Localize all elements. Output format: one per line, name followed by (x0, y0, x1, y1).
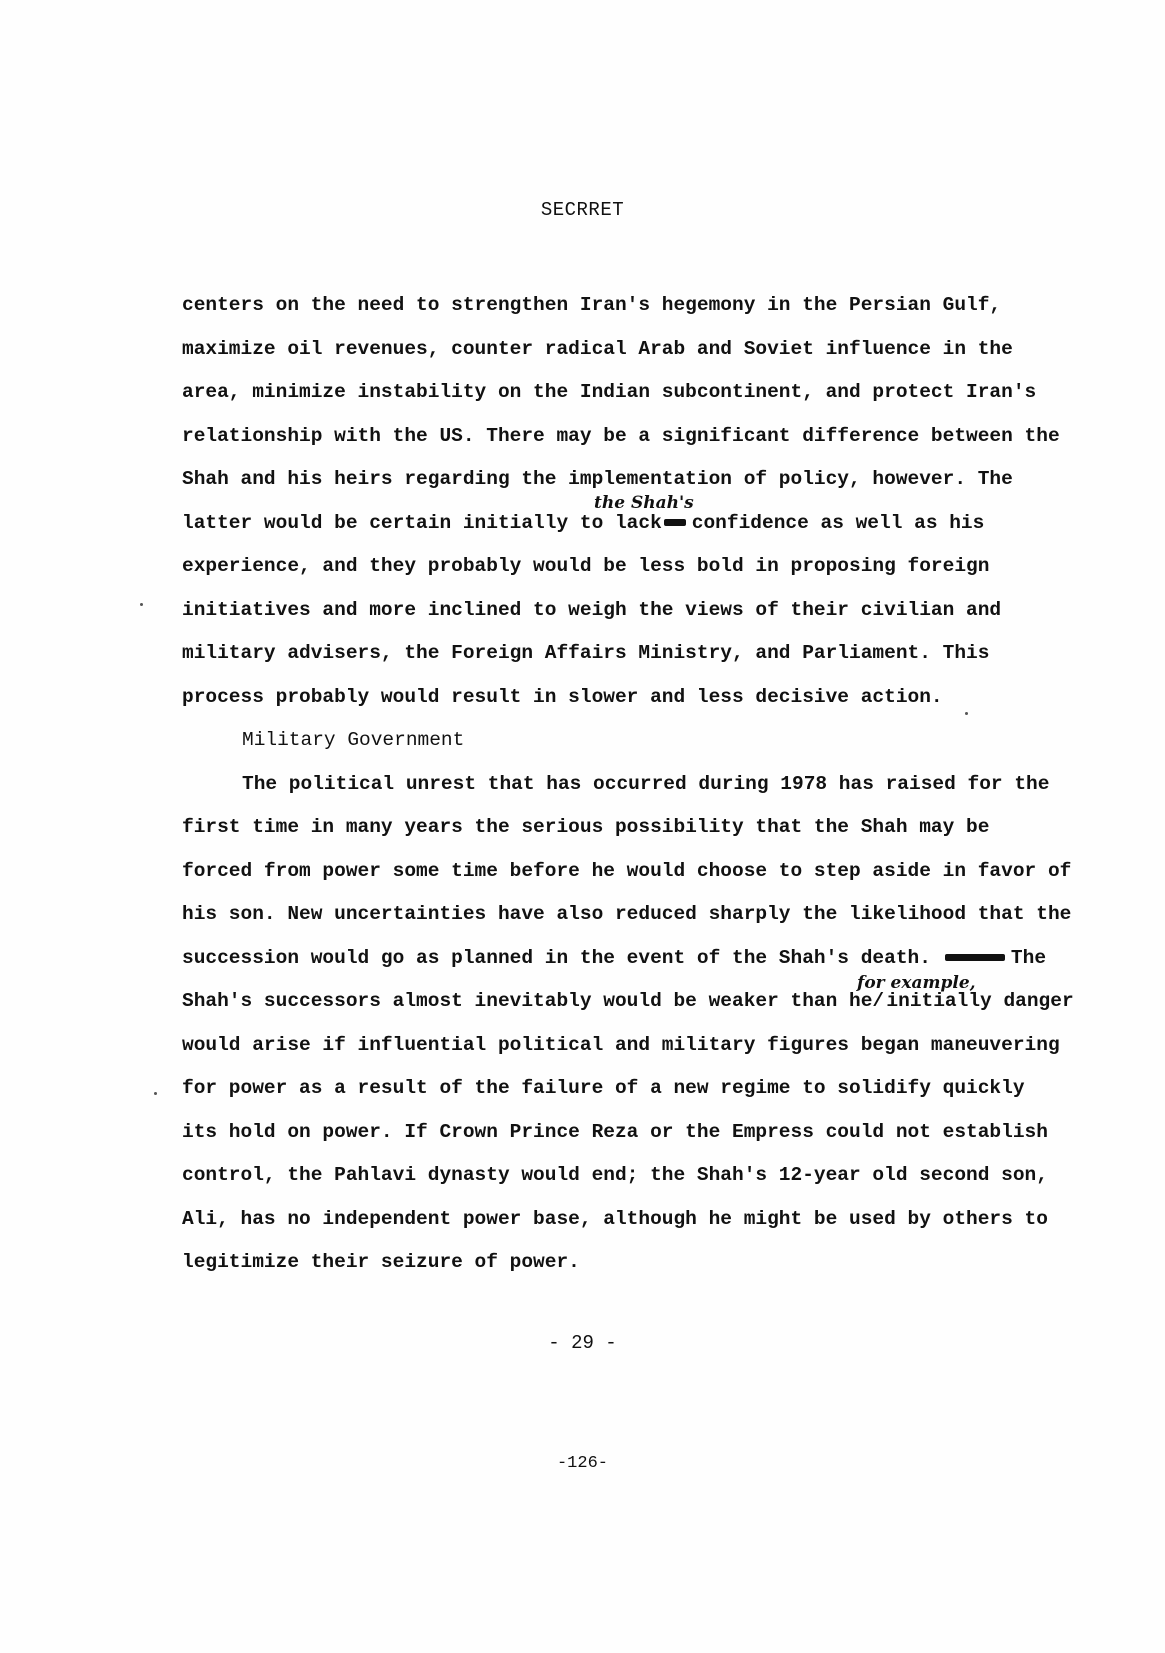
text-line: legitimize their seizure of power. (182, 1251, 580, 1273)
text-segment: succession would go as planned in the event of the Shah's death. (182, 946, 931, 969)
text-line: initiatives and more inclined to weigh the views of their civilian and (182, 598, 1002, 621)
archive-page-number: -126- (556, 1454, 608, 1473)
classification-header: SECRRET (540, 199, 625, 221)
text-segment: latter would be certain initially to lack (182, 511, 662, 534)
section-heading: Military Government (242, 729, 465, 751)
strikeout-mark (945, 954, 1005, 961)
scan-speck (965, 712, 968, 715)
text-line: relationship with the US. There may be a significant difference between the (182, 424, 1060, 447)
scan-speck (140, 603, 143, 606)
text-line: Shah and his heirs regarding the implementation of policy, however. The (182, 468, 1013, 490)
text-line: Ali, has no independent power base, although he might be used by others to (182, 1207, 1048, 1230)
text-line: maximize oil revenues, counter radical Arab and Soviet influence in the (182, 337, 1013, 360)
text-line-with-annotation (182, 973, 1074, 1024)
text-line: for power as a result of the failure of a new regime to solidify quickly (182, 1077, 1025, 1099)
text-line: his son. New uncertainties have also reduced sharply the likelihood that the (182, 903, 1072, 925)
text-line: area, minimize instability on the Indian subcontinent, and protect Iran's (182, 381, 1037, 403)
text-line: process probably would result in slower and less decisive action. (182, 685, 943, 708)
text-line: would arise if influential political and military figures began maneuvering (182, 1033, 1060, 1056)
handwritten-insert-annotation: the Shah's (594, 492, 694, 513)
text-line: its hold on power. If Crown Prince Reza or the Empress could not establish (182, 1120, 1048, 1143)
text-line: forced from power some time before he would choose to step aside in favor of (182, 859, 1072, 882)
text-segment: Shah's successors almost inevitably would be weaker than he (182, 990, 873, 1012)
text-line: first time in many years the serious possibility that the Shah may be (182, 816, 990, 838)
page-number: - 29 - (548, 1332, 617, 1354)
insert-caret-icon: / (872, 990, 885, 1012)
text-segment: confidence as well as his (691, 511, 985, 534)
handwritten-insert-annotation: for example, (857, 973, 976, 993)
text-segment: initially danger (886, 990, 1074, 1012)
text-line: control, the Pahlavi dynasty would end; the Shah's 12-year old second son, (182, 1164, 1048, 1186)
text-line: centers on the need to strengthen Iran's hegemony in the Persian Gulf, (182, 294, 1002, 316)
scan-speck (154, 1092, 157, 1095)
text-segment: The (1010, 946, 1047, 969)
document-body (182, 284, 1074, 1285)
text-line: The political unrest that has occurred during 1978 has raised for the (242, 772, 1050, 795)
text-line-with-annotation (182, 492, 1022, 546)
text-line: military advisers, the Foreign Affairs Ministry, and Parliament. This (182, 642, 990, 664)
text-line: experience, and they probably would be less bold in proposing foreign (182, 555, 990, 577)
